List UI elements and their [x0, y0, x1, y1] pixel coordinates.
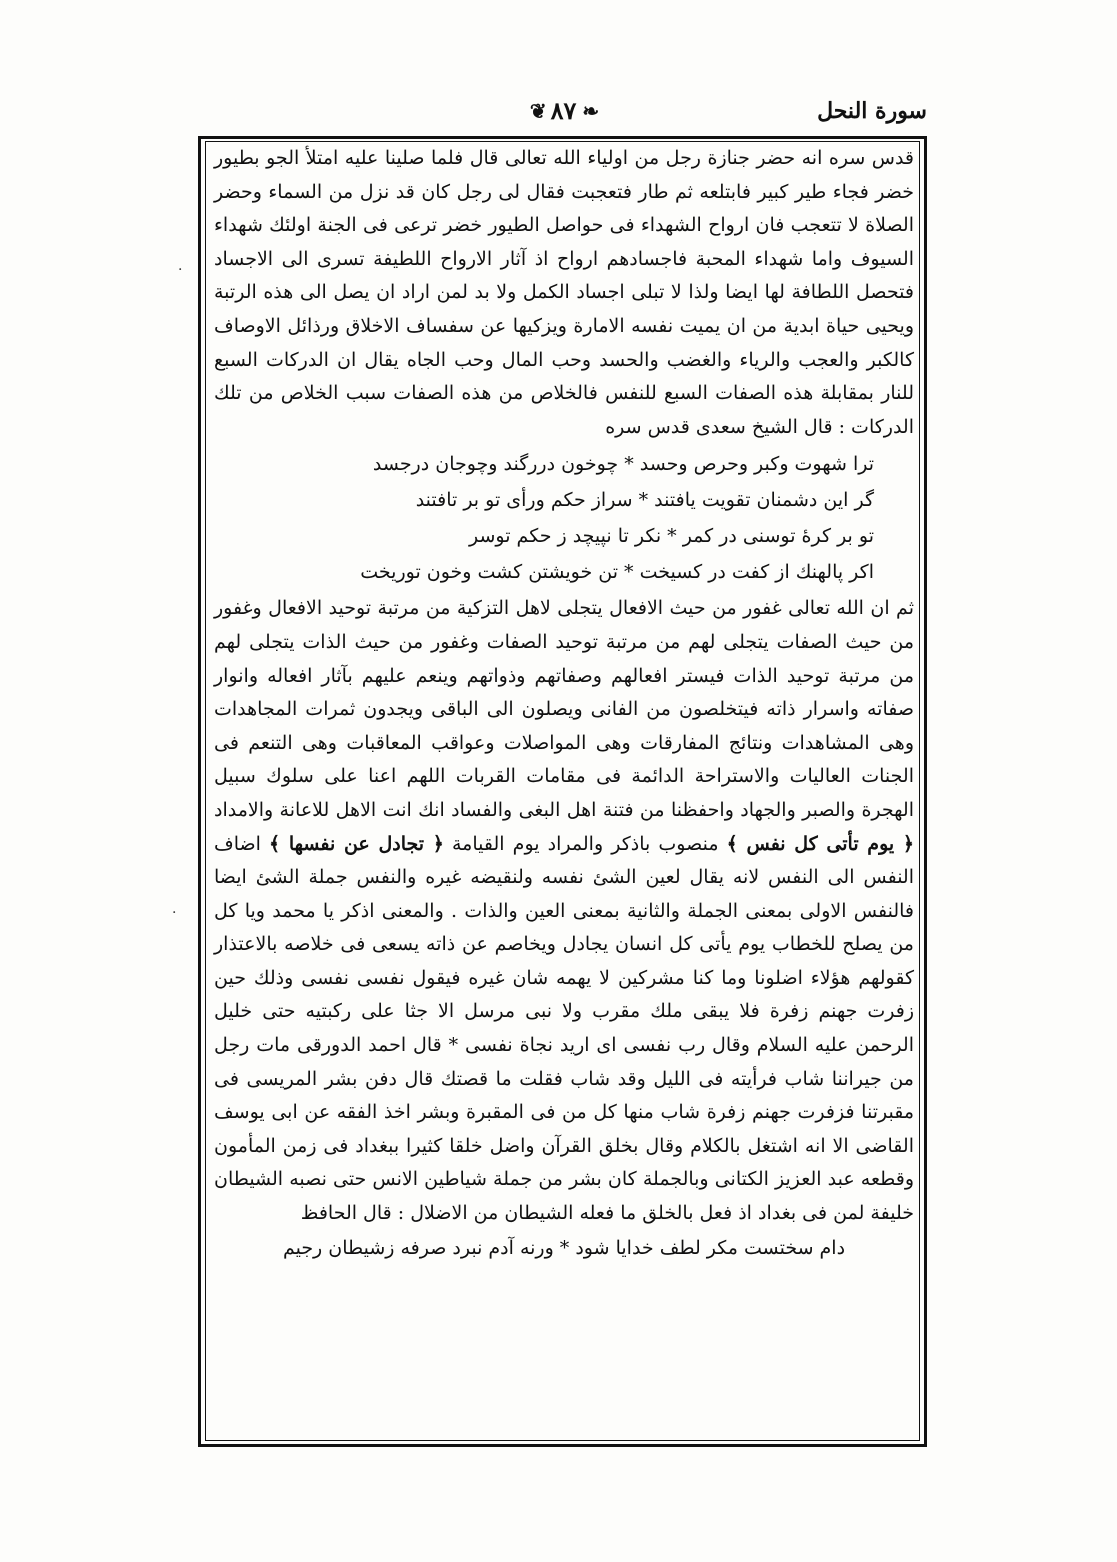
paragraph-2	[214, 592, 914, 1230]
quran-quote-1: ﴿ يوم تأتى كل نفس ﴾	[726, 832, 914, 855]
page-number: ٨٧	[550, 96, 577, 125]
paragraph-3b-text: اضاف النفس الى النفس لانه يقال لعين الشئ نفسه ولنقيضه غيره والنفس جملة الشئ ايضا فالنفس الاولى بمعنى الجملة والثانية بمعنى العين والذات . والمعنى اذكر يا محمد ويا كل من يصلح للخطاب يوم يأتى كل انسان يجادل ويخاصم عن ذاته يسعى فى خلاصه بالاعتذار كقولهم هؤلاء اضلونا وما كنا مشركين لا يهمه شان غيره فيقول نفسى نفسى وذلك حين زفرت جهنم زفرة فلا يبقى ملك مقرب ولا نبى مرسل الا جثا على ركبتيه حتى خليل الرحمن عليه السلام وقال رب نفسى اى اريد نجاة نفسى * قال احمد الدورقى مات رجل من جيراننا شاب فرأيته فى الليل وقد شاب فقلت ما قصتك قال دفن بشر المريسى فى مقبرتنا فزفرت جهنم زفرة شاب منها كل من فى المقبرة وبشر اخذ الفقه عن ابى يوسف القاضى الا انه اشتغل بالكلام وقال بخلق القرآن واضل خلقا كثيرا ببغداد فى زمن المأمون وقطعه عبد العزيز الكتانى وبالجملة كان بشر من جملة شياطين الانس حتى نصبه الشيطان خليفة لمن فى بغداد اذ فعل بالخلق ما فعله الشيطان من الاضلال : قال الحافظ	[214, 832, 914, 1225]
main-text	[214, 142, 914, 1265]
page-header	[200, 96, 927, 132]
verse-line: گر اين دشمنان تقويت يافتند * سراز حكم ورأى تو بر تافتند	[415, 489, 874, 512]
final-verse: دام سختست مكر لطف خدايا شود * ورنه آدم نبرد صرفه زشيطان رجيم	[282, 1236, 846, 1259]
page-number-block	[530, 96, 597, 125]
ornament-left-icon: ❦	[529, 98, 545, 123]
margin-mark: ·	[178, 262, 183, 278]
paragraph-2-text: ثم ان الله تعالى غفور من حيث الافعال يتجلى لاهل التزكية من مرتبة توحيد الافعال وغفور من حيث الصفات يتجلى لهم من مرتبة توحيد الصفات وغفور من حيث الذات يتجلى لهم من مرتبة توحيد الذات فيستر افعالهم وصفاتهم وذواتهم وينعم عليهم بآثار افعاله وانوار صفاته واسرار ذاته فيتخلصون من الفانى ويصلون الى الباقى ويجدون ثمرات المجاهدات وهى المشاهدات ونتائج المفارقات وهى المواصلات وعواقب المعاقبات وهى التنعم فى الجنات العاليات والاستراحة الدائمة فى مقامات القربات اللهم اعنا على سلوك سبيل الهجرة والصبر والجهاد واحفظنا من فتنة اهل البغى والفساد انك انت الاهل للاعانة والامداد	[214, 597, 914, 821]
quran-quote-2: ﴿ تجادل عن نفسها ﴾	[269, 832, 444, 855]
ornament-right-icon: ❧	[582, 98, 598, 123]
paragraph-1: قدس سره انه حضر جنازة رجل من اولياء الله تعالى قال فلما صلينا عليه امتلأ الجو بطيور خضر فجاء طير كبير فابتلعه ثم طار فتعجبت فقال لى رجل كان قد نزل من السماء وحضر الصلاة لا تتعجب فان ارواح الشهداء فى حواصل الطيور خضر ترعى فى الجنة اولئك شهداء السيوف واما شهداء المحبة فاجسادهم ارواح اذ آثار الارواح اللطيفة تسرى الى الاجساد فتحصل اللطافة لها ايضا ولذا لا تبلى اجساد الكمل ولا بد لمن اراد ان يصل الى هذه الرتبة ويحيى حياة ابدية من ان يميت نفسه الامارة ويزكيها عن سفساف الاخلاق ورذائل الاوصاف كالكبر والعجب والرياء والغضب والحسد وحب المال وحب الجاه يقال ان الدركات السبع للنار بمقابلة هذه الصفات السبع للنفس فالخلاص من هذه الصفات سبب الخلاص من تلك الدركات : قال الشيخ سعدى قدس سره	[214, 147, 914, 438]
margin-mark: ·	[172, 905, 177, 921]
verse-line: تو بر كرهٔ توسنى در كمر * نكر تا نپيچد ز حكم توسر	[469, 525, 874, 548]
persian-verses	[214, 446, 914, 590]
verse-line: اكر پالهنك از كفت در كسيخت * تن خويشتن كشت وخون توريخت	[360, 561, 874, 584]
surah-title: سورة النحل	[817, 98, 927, 124]
paragraph-3a-text: منصوب باذكر والمراد يوم القيامة	[452, 832, 719, 855]
verse-line: ترا شهوت وكبر وحرص وحسد * چوخون دررگند وچوجان درجسد	[372, 453, 874, 476]
